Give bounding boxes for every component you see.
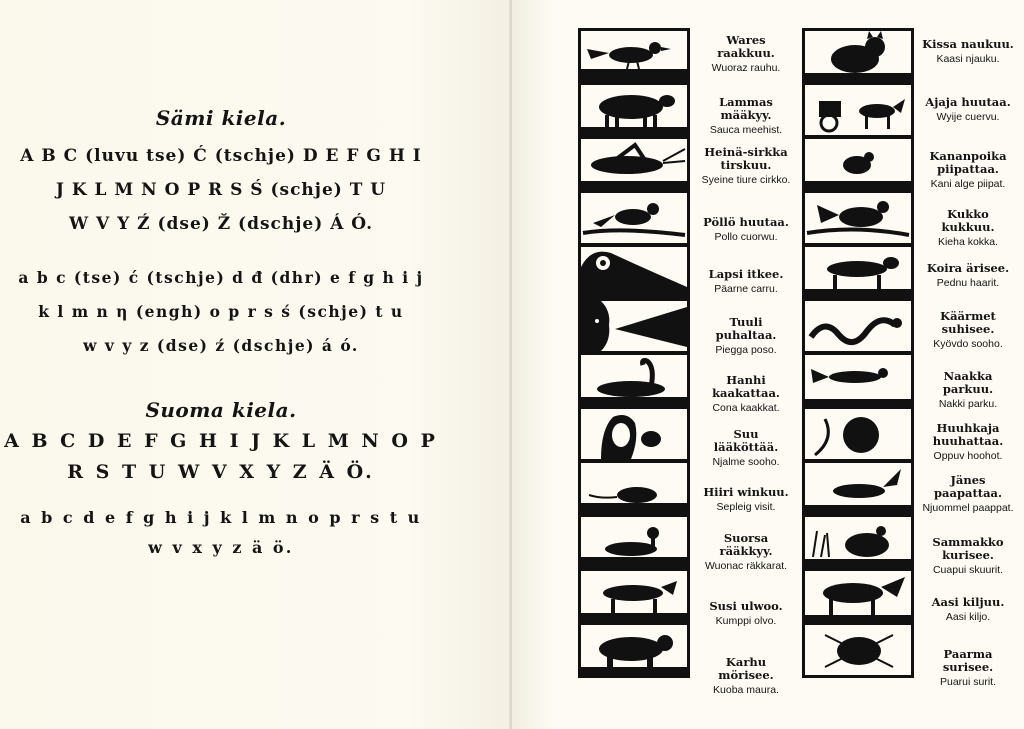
woodcut-cell xyxy=(581,409,687,459)
woodcut-strip-1 xyxy=(578,28,690,678)
suomi-upper-line-1: A B C D E F G H I J K L M N O P xyxy=(4,430,438,452)
hare-icon xyxy=(805,463,911,513)
wind-face-icon xyxy=(581,301,687,351)
woodcut-cell xyxy=(581,463,687,513)
cat-icon xyxy=(805,31,911,81)
sami-heading: Sämi kiela. xyxy=(155,106,287,130)
bird-icon xyxy=(581,31,687,81)
woodcut-cell xyxy=(581,355,687,405)
caption-2-4: Kukko kukkuu. Kieha kokka. xyxy=(937,207,999,248)
woodcut-cell xyxy=(805,463,911,513)
goose-icon xyxy=(581,355,687,405)
duck-icon xyxy=(581,517,687,567)
right-page xyxy=(512,0,1024,729)
donkey-icon xyxy=(805,571,911,621)
sami-upper-line-1: A B C (luvu tse) Ć (tschje) D E F G H I xyxy=(20,146,422,166)
bear-icon xyxy=(581,625,687,675)
owl-icon xyxy=(805,409,911,459)
woodcut-cell xyxy=(805,31,911,81)
sami-upper-line-2: J K L M N O P R S Ś (schje) T U xyxy=(55,180,387,200)
caption-1-5: Lapsi itkee. Päarne carru. xyxy=(708,267,784,295)
woodcut-cell xyxy=(805,409,911,459)
mouse-icon xyxy=(581,463,687,513)
mouth-face-icon xyxy=(581,409,687,459)
woodcut-cell xyxy=(805,301,911,351)
sami-lower-line-3: w v y z (dse) ź (dschje) á ó. xyxy=(83,336,359,355)
rooster-icon xyxy=(805,193,911,243)
woodcut-cell xyxy=(581,193,687,243)
horse-cart-icon xyxy=(805,85,911,135)
snake-icon xyxy=(805,301,911,351)
bird-on-branch-icon xyxy=(581,193,687,243)
woodcut-strip-2 xyxy=(802,28,914,678)
caption-2-12: Paarma surisee. Puarui surit. xyxy=(939,647,997,688)
suomi-lower-line-1: a b c d e f g h i j k l m n o p r s t u xyxy=(20,508,422,527)
caption-1-9: Hiiri winkuu. Sepleig visit. xyxy=(703,485,789,513)
caption-1-4: Pöllö huutaa. Pollo cuorwu. xyxy=(703,215,789,243)
caption-2-9: Jänes paapattaa. Njuommel paappat. xyxy=(922,473,1014,514)
woodcut-cell xyxy=(581,301,687,351)
woodcut-cell xyxy=(805,517,911,567)
sheep-icon xyxy=(581,85,687,135)
caption-2-8: Huuhkaja huuhattaa. Oppuv hoohot. xyxy=(932,421,1004,462)
caption-2-3: Kananpoika piipattaa. Kani alge piipat. xyxy=(929,149,1007,190)
caption-2-11: Aasi kiljuu. Aasi kiljo. xyxy=(931,595,1005,623)
woodcut-cell xyxy=(581,31,687,81)
wolf-icon xyxy=(581,571,687,621)
caption-2-6: Käärmet suhisee. Kyövdo sooho. xyxy=(933,309,1003,350)
woodcut-cell xyxy=(805,247,911,297)
caption-2-10: Sammakko kurisee. Cuapui skuurit. xyxy=(932,535,1004,576)
woodcut-cell xyxy=(581,625,687,675)
woodcut-cell xyxy=(805,571,911,621)
woodcut-cell xyxy=(581,139,687,189)
magpie-icon xyxy=(805,355,911,405)
sami-lower-line-1: a b c (tse) ć (tschje) d đ (dhr) e f g h i j xyxy=(18,268,424,287)
suomi-upper-line-2: R S T U W V X Y Z Ä Ö. xyxy=(67,461,375,483)
caption-1-7: Hanhi kaakattaa. Cona kaakkat. xyxy=(712,373,780,414)
woodcut-cell xyxy=(805,625,911,675)
chick-icon xyxy=(805,139,911,189)
caption-1-11: Susi ulwoo. Kumppi olvo. xyxy=(709,599,783,627)
caption-1-8: Suu lääköttää. Njalme sooho. xyxy=(712,427,780,468)
sami-upper-line-3: W V Y Ź (dse) Ž (dschje) Á Ó. xyxy=(68,214,374,234)
suomi-lower-line-2: w v x y z ä ö. xyxy=(148,538,294,557)
caption-2-5: Koira ärisee. Pednu haarit. xyxy=(926,261,1010,289)
woodcut-cell xyxy=(805,139,911,189)
dog-icon xyxy=(805,247,911,297)
suomi-heading: Suoma kiela. xyxy=(145,398,297,422)
caption-1-1: Wares raakkuu. Wuoraz rauhu. xyxy=(711,33,781,74)
woodcut-cell xyxy=(581,571,687,621)
woodcut-cell xyxy=(805,85,911,135)
caption-2-1: Kissa naukuu. Kaasi njauku. xyxy=(922,37,1014,65)
baby-icon xyxy=(581,247,687,297)
caption-1-10: Suorsa rääkkyy. Wuonac räkkarat. xyxy=(704,531,788,572)
caption-1-3: Heinä-sirkka tirskuu. Syeine tiure cirkko. xyxy=(701,145,791,186)
beetle-icon xyxy=(805,625,911,675)
woodcut-cell xyxy=(805,193,911,243)
caption-2-7: Naakka parkuu. Nakki parku. xyxy=(938,369,998,410)
woodcut-cell xyxy=(581,85,687,135)
caption-2-2: Ajaja huutaa. Wyije cuervu. xyxy=(925,95,1011,123)
caption-1-6: Tuuli puhaltaa. Piegga poso. xyxy=(715,315,777,356)
woodcut-cell xyxy=(805,355,911,405)
woodcut-cell xyxy=(581,247,687,297)
caption-1-2: Lammas määkyy. Sauca meehist. xyxy=(709,95,783,136)
grasshopper-icon xyxy=(581,139,687,189)
frog-icon xyxy=(805,517,911,567)
caption-1-12: Karhu mörisee. Kuoba maura. xyxy=(713,655,779,696)
woodcut-cell xyxy=(581,517,687,567)
sami-lower-line-2: k l m n η (engh) o p r s ś (schje) t u xyxy=(38,302,404,321)
